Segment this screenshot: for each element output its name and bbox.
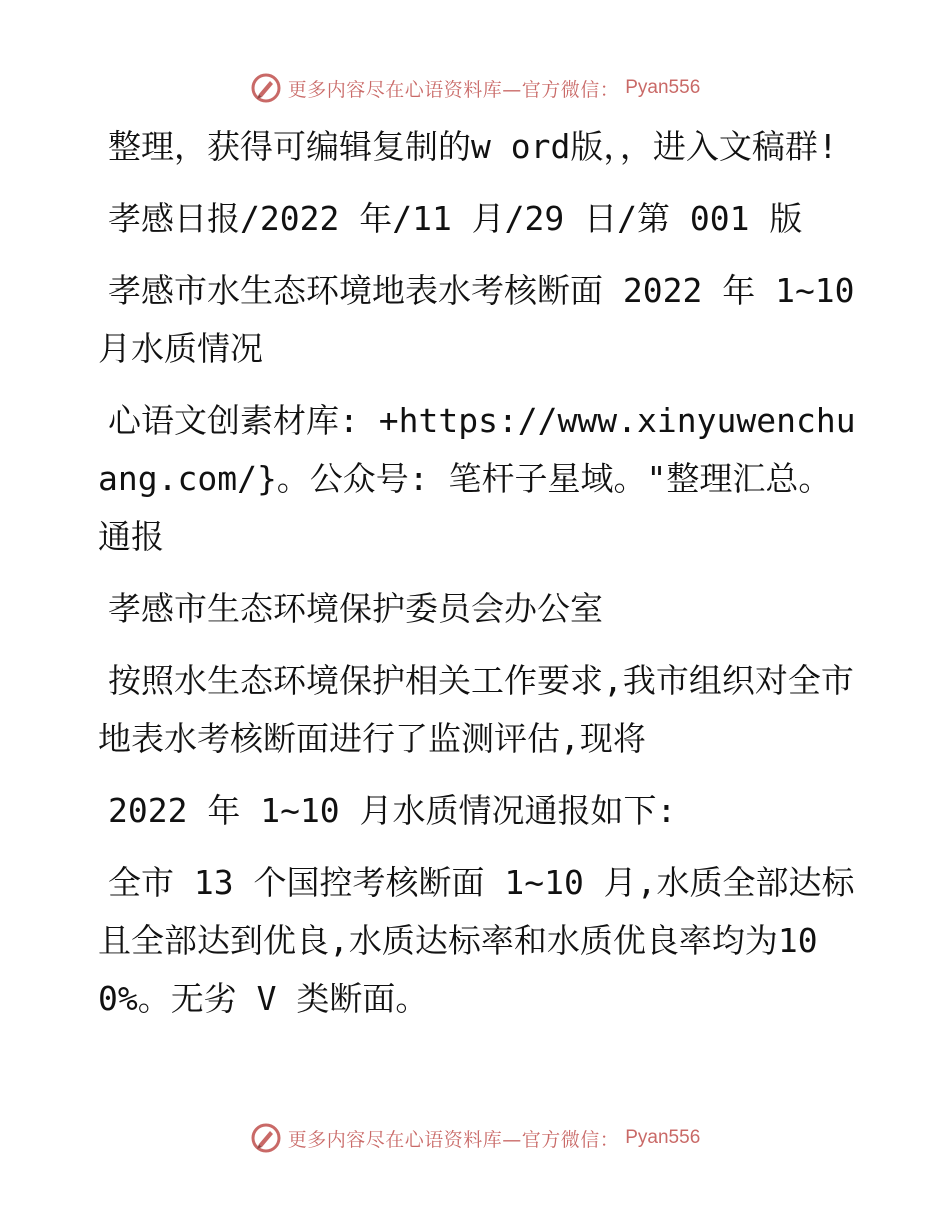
- paragraph-body-3: 全市 13 个国控考核断面 1~10 月,水质全部达标且全部达到优良,水质达标率和水质优良率均为100%。无劣 V 类断面。: [98, 863, 855, 1018]
- document-body: [98, 118, 858, 1042]
- paragraph-title: 孝感市水生态环境地表水考核断面 2022 年 1~10 月水质情况: [98, 271, 855, 368]
- paragraph-body-2: 2022 年 1~10 月水质情况通报如下:: [108, 791, 677, 830]
- watermark-text: 更多内容尽在心语资料库—官方微信：: [287, 78, 620, 101]
- footer-watermark: [0, 1122, 950, 1154]
- watermark-wechat-id: Pyan556: [625, 77, 701, 98]
- paragraph-library: 心语文创素材库: +https://www.xinyuwenchuang.com/}。公众号: 笔杆子星域。"整理汇总。通报: [98, 401, 856, 556]
- paragraph-body-1: 按照水生态环境保护相关工作要求,我市组织对全市地表水考核断面进行了监测评估,现将: [98, 661, 854, 758]
- watermark-text: 更多内容尽在心语资料库—官方微信：: [287, 1128, 620, 1151]
- paragraph-source: 孝感日报/2022 年/11 月/29 日/第 001 版: [108, 199, 803, 238]
- pen-logo-icon: [250, 72, 282, 104]
- watermark-wechat-id: Pyan556: [625, 1127, 701, 1148]
- paragraph-intro: 整理，获得可编辑复制的w ord版，，进入文稿群!: [108, 127, 838, 166]
- paragraph-office: 孝感市生态环境保护委员会办公室: [108, 589, 603, 628]
- pen-logo-icon: [250, 1122, 282, 1154]
- header-watermark: [0, 72, 950, 104]
